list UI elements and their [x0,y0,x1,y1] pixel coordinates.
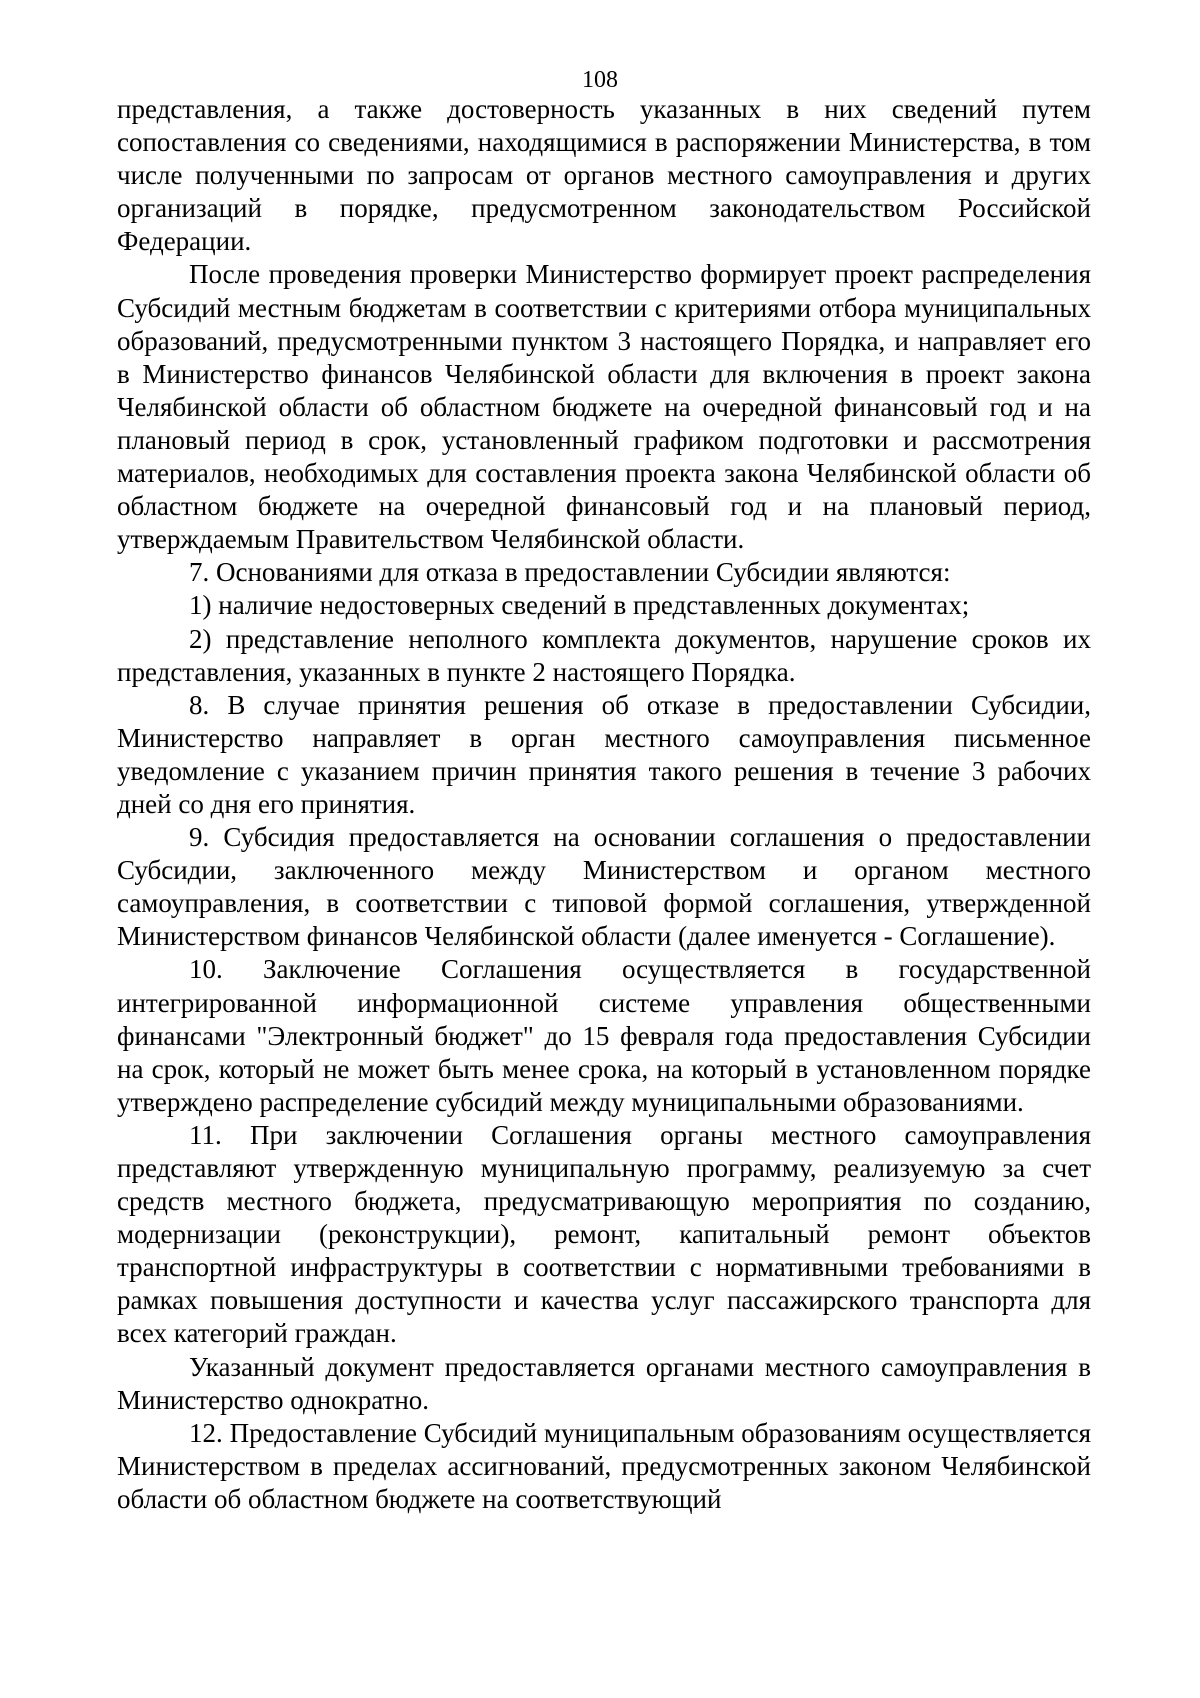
paragraph-item-11-note: Указанный документ предоставляется органами местного самоуправления в Министерство однократно. [117,1351,1091,1415]
paragraph-item-9: 9. Субсидия предоставляется на основании соглашения о предоставлении Субсидии, заключенного между Министерством и органом местного самоуправления, в соответствии с типовой формой соглашения, утвержденной Министерством финансов Челябинской области (далее именуется - Соглашение). [117,822,1091,952]
paragraph-item-7-2: 2) представление неполного комплекта документов, нарушение сроков их представления, указанных в пункте 2 настоящего Порядка. [117,623,1091,687]
paragraph-item-12: 12. Предоставление Субсидий муниципальным образованиям осуществляется Министерством в пределах ассигнований, предусмотренных законом Челябинской области об областном бюджете на соответствующий [117,1417,1091,1514]
document-body [117,93,1091,1516]
paragraph-distribution-draft: После проведения проверки Министерство формирует проект распределения Субсидий местным бюджетам в соответствии с критериями отбора муниципальных образований, предусмотренными пунктом 3 настоящего Порядка, и направляет его в Министерство финансов Челябинской области для включения в проект закона Челябинской области об областном бюджете на очередной финансовый год и на плановый период в срок, установленный графиком подготовки и рассмотрения материалов, необходимых для составления проекта закона Челябинской области об областном бюджете на очередной финансовый год и на плановый период, утверждаемым Правительством Челябинской области. [117,259,1091,555]
paragraph-item-7: 7. Основаниями для отказа в предоставлении Субсидии являются: [189,557,951,588]
paragraph-item-7-1: 1) наличие недостоверных сведений в представленных документах; [189,590,970,621]
paragraph-verification-continued: представления, а также достоверность указанных в них сведений путем сопоставления со сведениями, находящимися в распоряжении Министерства, в том числе полученными по запросам от органов местного самоуправления и других организаций в порядке, предусмотренном законодательством Российской Федерации. [117,94,1091,257]
page-number: 108 [582,67,618,93]
paragraph-item-10: 10. Заключение Соглашения осуществляется в государственной интегрированной информационной системе управления общественными финансами "Электронный бюджет" до 15 февраля года предоставления Субсидии на срок, который не может быть менее срока, на который в установленном порядке утверждено распределение субсидий между муниципальными образованиями. [117,954,1091,1117]
paragraph-item-8: 8. В случае принятия решения об отказе в предоставлении Субсидии, Министерство направляет в орган местного самоуправления письменное уведомление с указанием причин принятия такого решения в течение 3 рабочих дней со дня его принятия. [117,689,1091,819]
paragraph-item-11: 11. При заключении Соглашения органы местного самоуправления представляют утвержденную муниципальную программу, реализуемую за счет средств местного бюджета, предусматривающую мероприятия по созданию, модернизации (реконструкции), ремонт, капитальный ремонт объектов транспортной инфраструктуры в соответствии с нормативными требованиями в рамках повышения доступности и качества услуг пассажирского транспорта для всех категорий граждан. [117,1119,1091,1349]
